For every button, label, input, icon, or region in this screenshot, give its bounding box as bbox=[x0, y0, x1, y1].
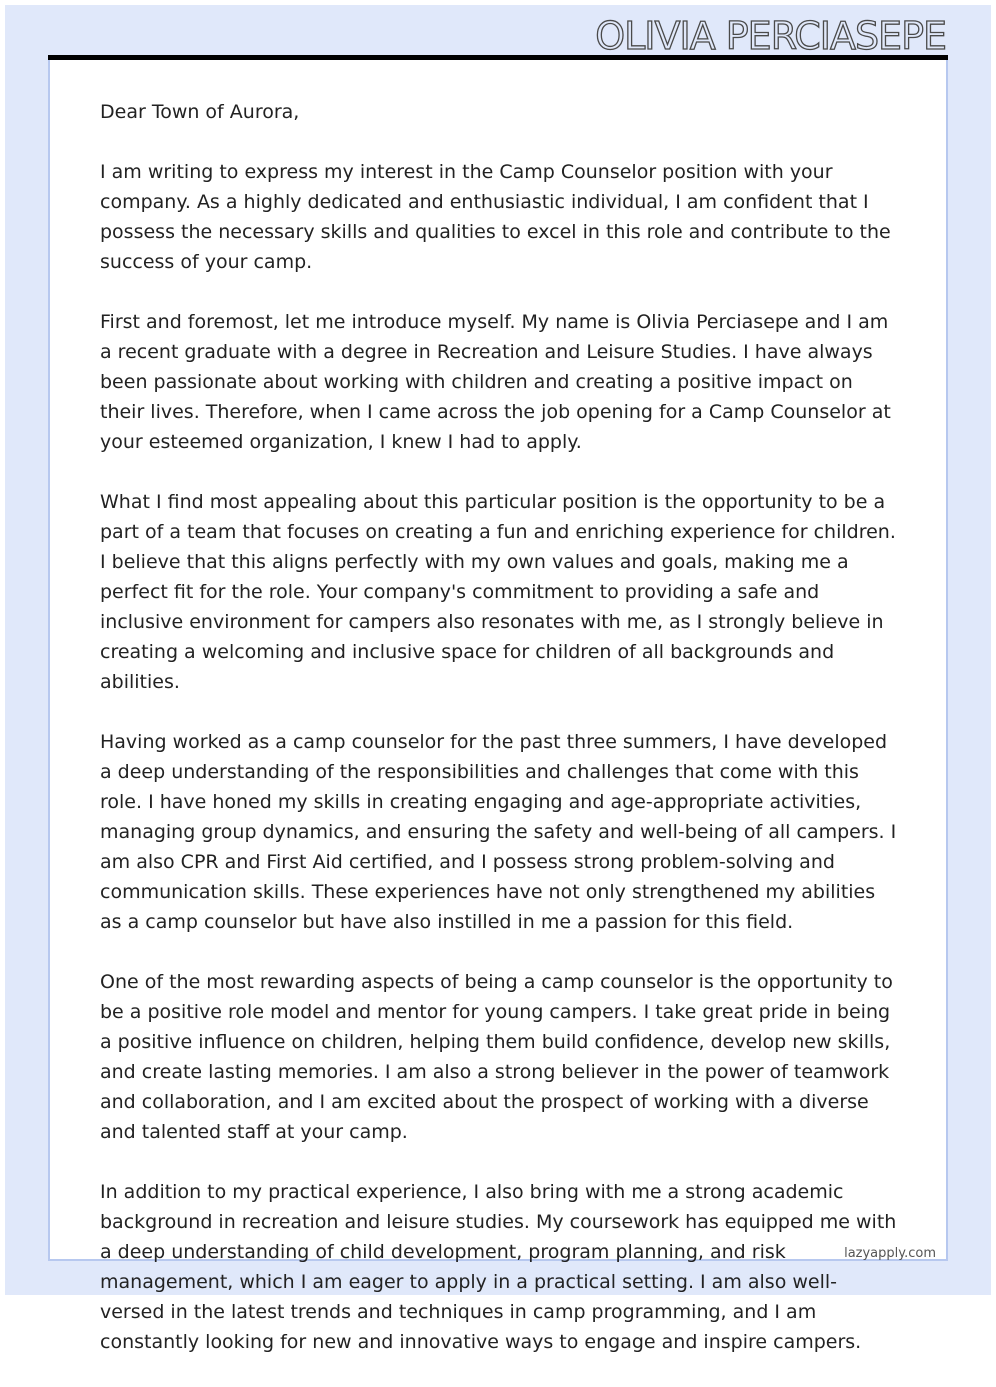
letter-greeting: Dear Town of Aurora, bbox=[100, 101, 300, 123]
letter-paragraph-4: Having worked as a camp counselor for the past three summers, I have developed a deep understanding of the responsibilities and challenges that come with this role. I have honed my skills in creating engaging and age-appropriate activities, managing group dynamics, and ensuring the safety and well-being of all campers. I am also CPR and First Aid certified, and I possess strong problem-solving and communication skills. These experiences have not only strengthened my abilities as a camp counselor but have also instilled in me a passion for this field. bbox=[100, 731, 897, 933]
letter-paragraph-3: What I find most appealing about this particular position is the opportunity to be a part of a team that focuses on creating a fun and enriching experience for children. I believe that this aligns perfectly with my own values and goals, making me a perfect fit for the role. Your company's commitment to providing a safe and inclusive environment for campers also resonates with me, as I strongly believe in creating a welcoming and inclusive space for children of all backgrounds and abilities. bbox=[100, 491, 896, 693]
letter-paragraph-2: First and foremost, let me introduce myself. My name is Olivia Perciasepe and I am a recent graduate with a degree in Recreation and Leisure Studies. I have always been passionate about working with children and creating a positive impact on their lives. Therefore, when I came across the job opening for a Camp Counselor at your esteemed organization, I knew I had to apply. bbox=[100, 311, 891, 453]
letter-paragraph-6: In addition to my practical experience, I also bring with me a strong academic background in recreation and leisure studies. My coursework has equipped me with a deep understanding of child development, program planning, and risk management, which I am eager to apply in a practical setting. I am also well-versed in the latest trends and techniques in camp programming, and I am constantly looking for new and innovative ways to engage and inspire campers. bbox=[100, 1181, 897, 1353]
letter-paragraph-1: I am writing to express my interest in the Camp Counselor position with your company. As a highly dedicated and enthusiastic individual, I am confident that I possess the necessary skills and qualities to excel in this role and contribute to the success of your camp. bbox=[100, 161, 891, 273]
letter-body bbox=[100, 97, 900, 1387]
letter-paragraph-5: One of the most rewarding aspects of being a camp counselor is the opportunity to be a positive role model and mentor for young campers. I take great pride in being a positive influence on children, helping them build confidence, develop new skills, and create lasting memories. I am also a strong believer in the power of teamwork and collaboration, and I am excited about the prospect of working with a diverse and talented staff at your camp. bbox=[100, 971, 893, 1143]
watermark: lazyapply.com bbox=[844, 1246, 936, 1261]
applicant-name: OLIVIA PERCIASEPE bbox=[595, 14, 946, 58]
